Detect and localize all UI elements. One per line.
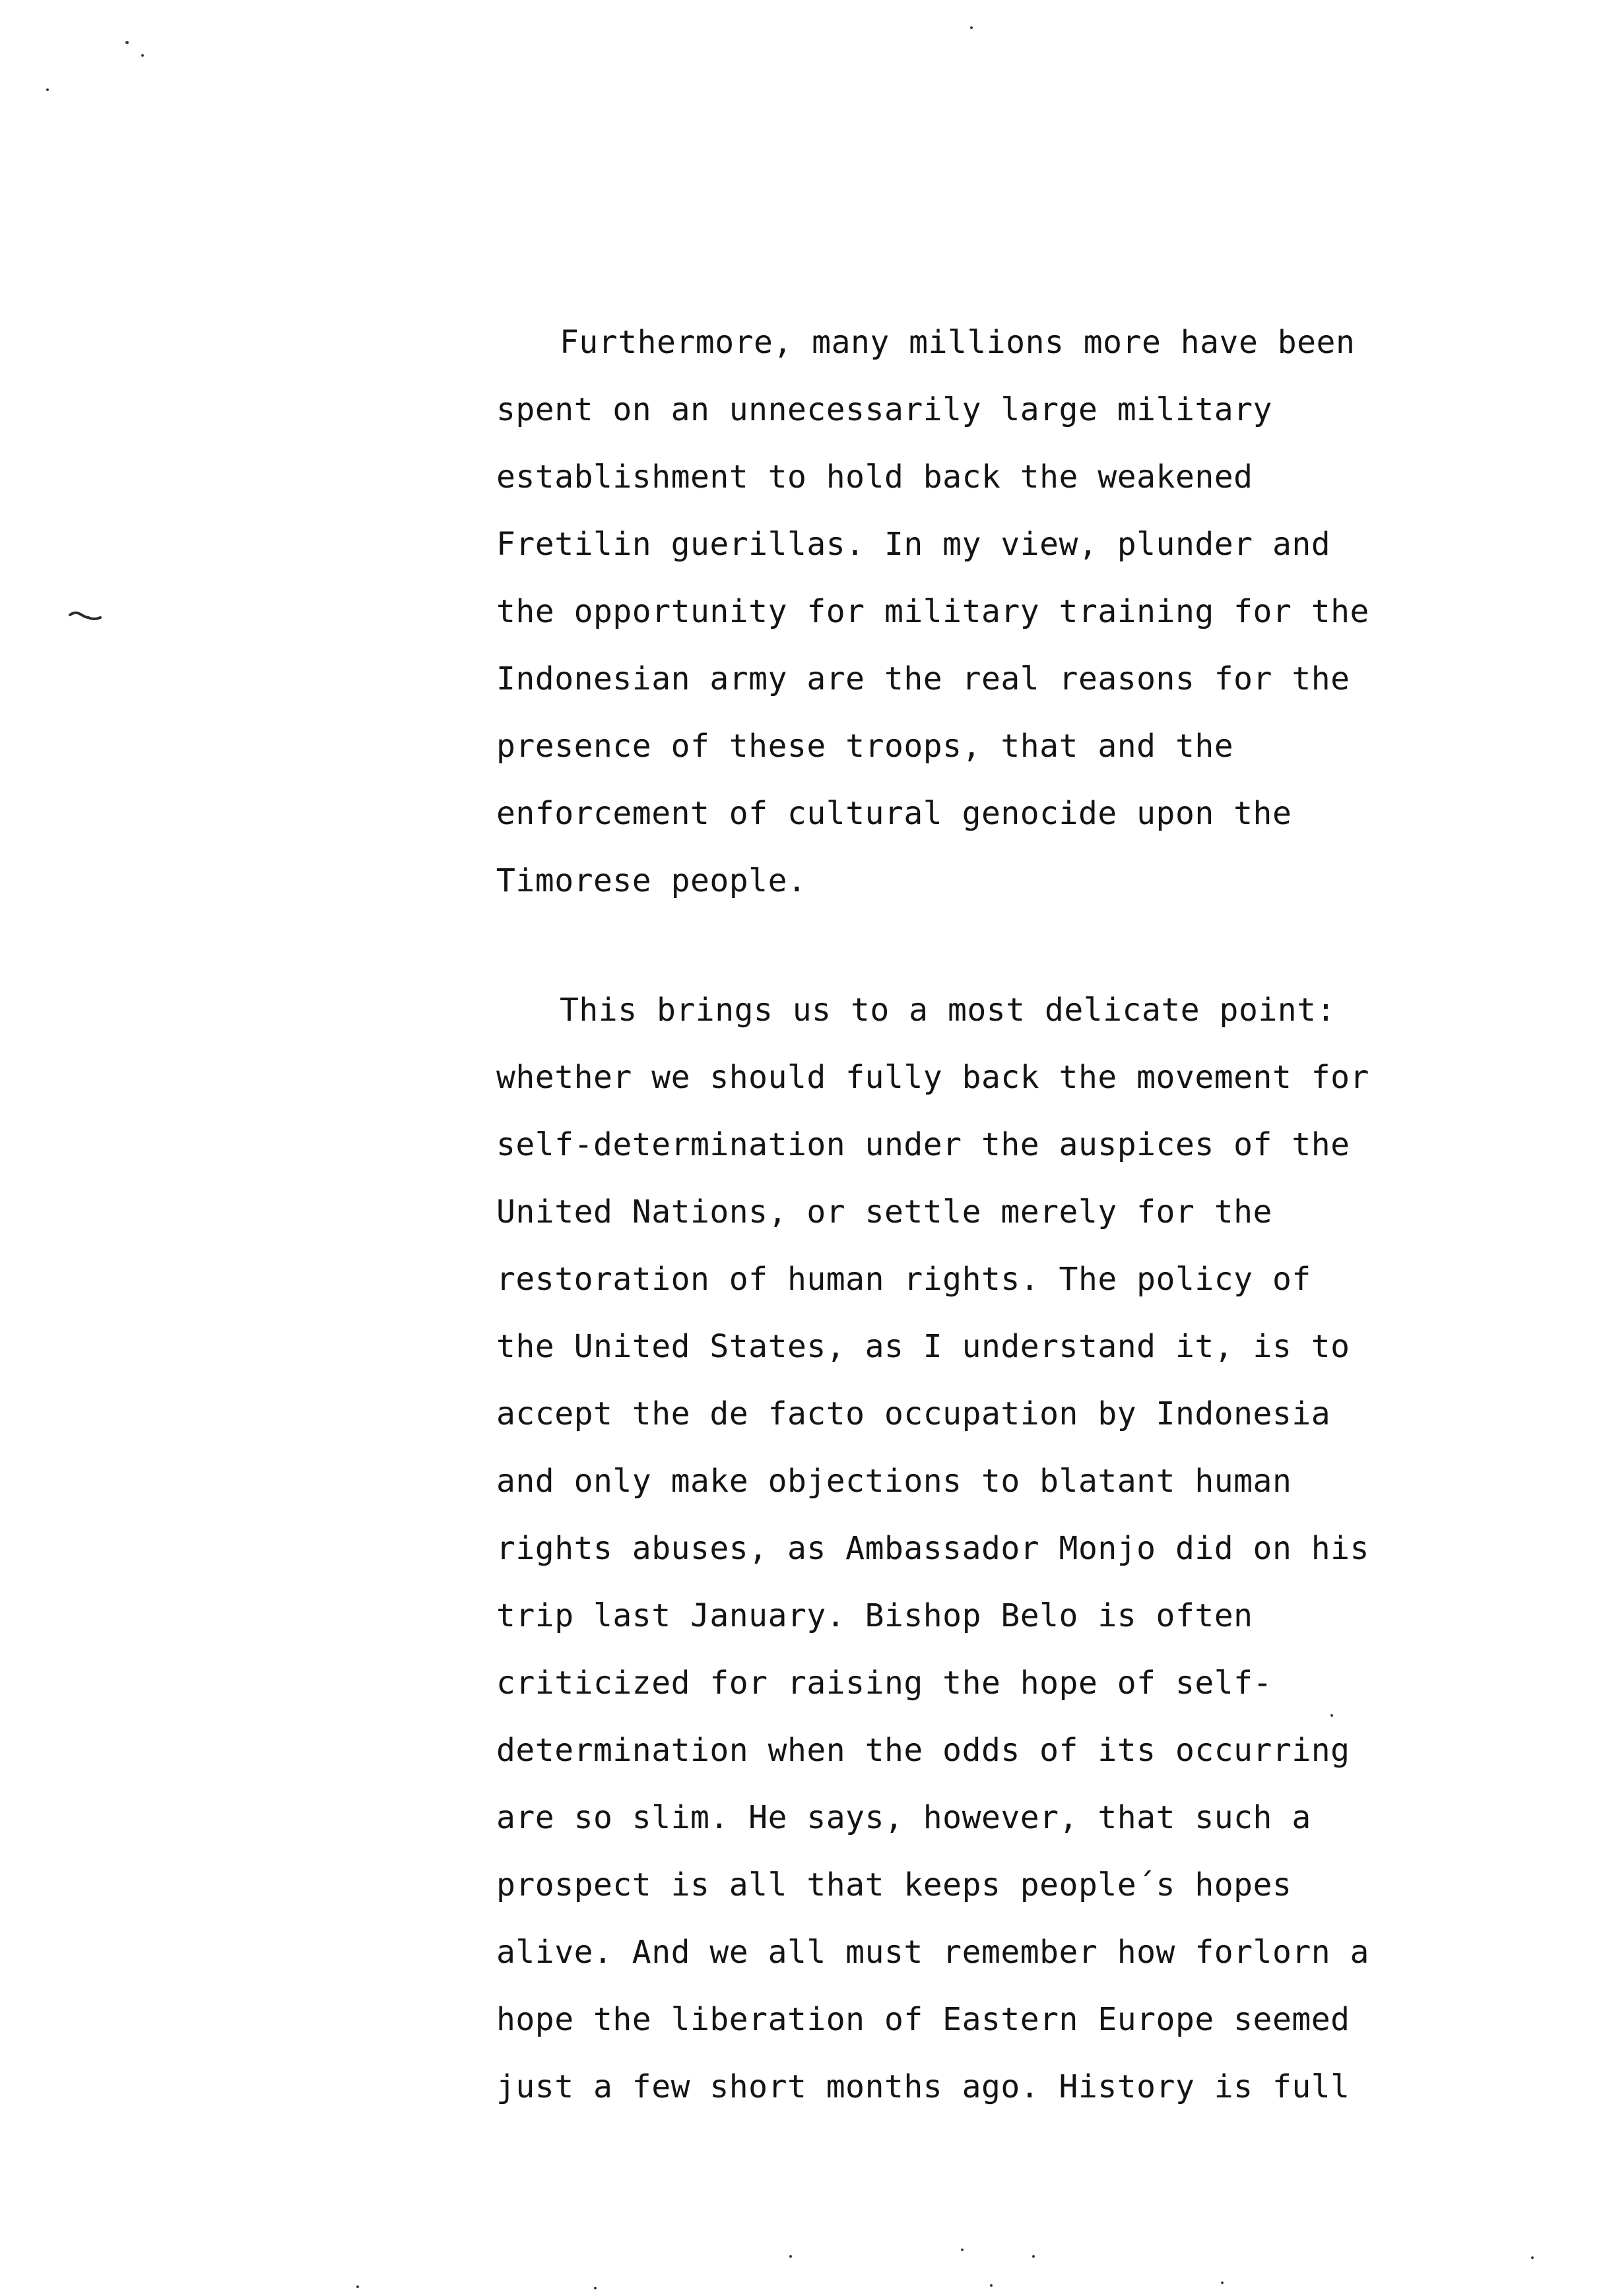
scan-speck [789,2255,792,2258]
scan-speck [961,2248,964,2251]
text-line: Fretilin guerillas. In my view, plunder and [496,526,1331,563]
scan-speck [356,2285,359,2288]
text-line: Indonesian army are the real reasons for the [496,660,1350,697]
text-line: trip last January. Bishop Belo is often [496,1597,1253,1634]
text-line: self-determination under the auspices of the [496,1126,1350,1163]
text-line: Furthermore, many millions more have been [560,324,1356,361]
scan-speck [1221,2281,1224,2284]
text-line: the United States, as I understand it, is to [496,1328,1350,1365]
text-line: hope the liberation of Eastern Europe seemed [496,2001,1350,2038]
scan-speck [1531,2256,1534,2259]
scan-speck [970,26,973,29]
text-line: prospect is all that keeps people´s hopes [496,1866,1292,1903]
text-line: are so slim. He says, however, that such a [496,1799,1311,1836]
text-line: This brings us to a most delicate point: [560,992,1336,1029]
text-line: the opportunity for military training for the [496,593,1369,630]
paragraph-delicate-point [496,976,1433,2121]
text-line: alive. And we all must remember how forlorn a [496,1934,1369,1971]
scan-speck [46,88,49,91]
text-line: criticized for raising the hope of self- [496,1665,1272,1702]
text-line: just a few short months ago. History is full [496,2068,1350,2105]
scan-speck [125,41,129,44]
paragraph-furthermore [496,309,1433,914]
text-line: accept the de facto occupation by Indonesia [496,1395,1331,1432]
text-line: United Nations, or settle merely for the [496,1194,1272,1230]
text-line: establishment to hold back the weakened [496,459,1253,495]
margin-mark-icon [69,608,103,624]
text-line: restoration of human rights. The policy of [496,1261,1311,1298]
text-line: enforcement of cultural genocide upon the [496,795,1292,832]
scan-speck [1032,2255,1035,2258]
scan-speck [141,54,144,57]
text-line: spent on an unnecessarily large military [496,391,1272,428]
text-line: whether we should fully back the movement for [496,1059,1369,1096]
text-line: and only make objections to blatant human [496,1463,1292,1500]
text-line: determination when the odds of its occurring [496,1732,1350,1769]
text-line: rights abuses, as Ambassador Monjo did on his [496,1530,1369,1567]
scan-speck [594,2287,597,2289]
text-line: presence of these troops, that and the [496,728,1234,765]
text-line: Timorese people. [496,862,807,899]
scan-speck [990,2284,993,2287]
